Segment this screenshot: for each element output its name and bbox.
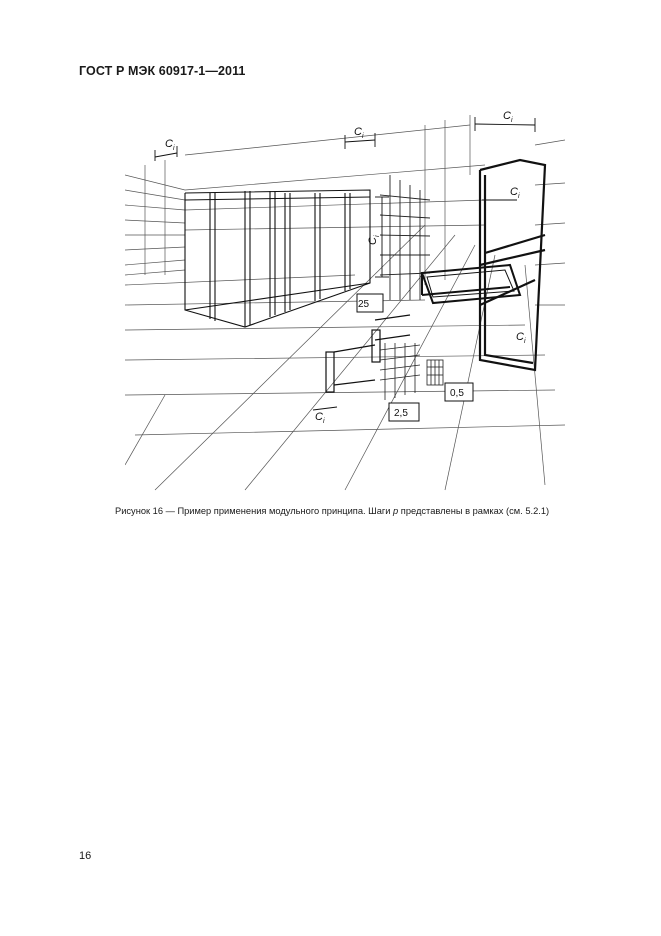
ci-label-frame: $C_i$ [510, 186, 520, 200]
ci-label-top-right: $C_i$ [503, 110, 513, 124]
step-label-0-5: 0,5 [450, 388, 464, 399]
ci-label-frame-bottom: $C_i$ [516, 331, 526, 345]
ci-label-left: $C_i$ [165, 138, 175, 152]
background-grid [125, 115, 565, 490]
step-label-2-5: 2,5 [394, 408, 408, 419]
ci-label-vertical: $C_i$ [367, 235, 381, 245]
ci-label-rail: $C_i$ [315, 411, 325, 425]
figure-caption: Рисунок 16 — Пример применения модульного принципа. Шаги p представлены в рамках (см. 5.2.1) [115, 506, 550, 516]
horizontal-box [422, 265, 520, 303]
document-header: ГОСТ Р МЭК 60917-1—2011 [79, 64, 246, 78]
step-label-25: 25 [358, 299, 370, 310]
ci-label-middle: $C_i$ [354, 126, 364, 140]
page-number: 16 [79, 850, 92, 862]
modular-principle-figure [125, 105, 565, 495]
